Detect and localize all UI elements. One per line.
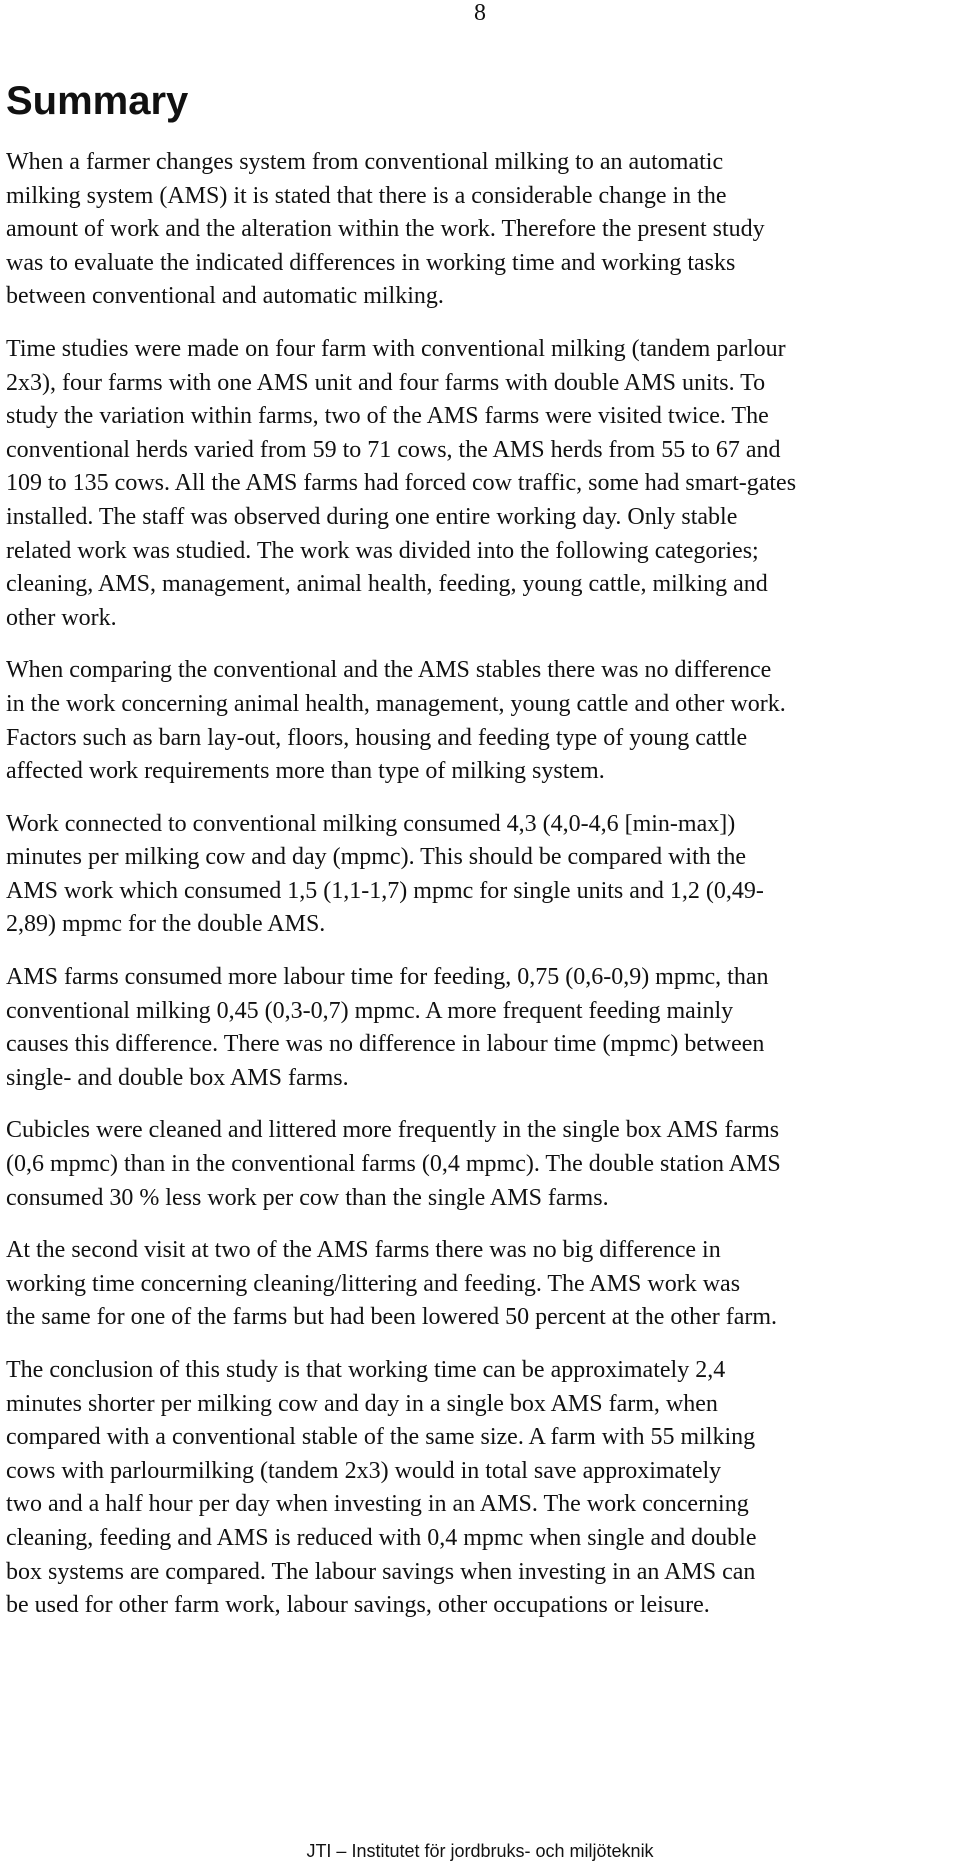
text-line: cleaning, feeding and AMS is reduced with 0,4 mpmc when single and double [6,1524,757,1551]
summary-body [6,146,951,1642]
text-line: amount of work and the alteration within the work. Therefore the present study [6,216,765,243]
text-line: consumed 30 % less work per cow than the single AMS farms. [6,1184,609,1211]
text-line: At the second visit at two of the AMS farms there was no big difference in [6,1237,721,1264]
text-line: single- and double box AMS farms. [6,1064,349,1091]
text-line: was to evaluate the indicated differences in working time and working tasks [6,249,736,276]
paragraph-1 [6,146,951,314]
text-line: related work was studied. The work was divided into the following categories; [6,537,759,564]
text-line: conventional milking 0,45 (0,3-0,7) mpmc. A more frequent feeding mainly [6,997,734,1024]
text-line: cows with parlourmilking (tandem 2x3) would in total save approximately [6,1457,722,1484]
text-line: AMS farms consumed more labour time for feeding, 0,75 (0,6-0,9) mpmc, than [6,964,769,991]
paragraph-6 [6,1114,951,1215]
text-line: the same for one of the farms but had been lowered 50 percent at the other farm. [6,1304,778,1331]
page-footer: JTI – Institutet för jordbruks- och miljöteknik [306,1841,654,1861]
text-line: two and a half hour per day when investing in an AMS. The work concerning [6,1491,749,1518]
paragraph-4 [6,808,951,942]
text-line: 2x3), four farms with one AMS unit and four farms with double AMS units. To [6,369,766,396]
text-line: minutes per milking cow and day (mpmc). This should be compared with the [6,844,747,871]
page-number: 8 [474,0,486,26]
text-line: causes this difference. There was no difference in labour time (mpmc) between [6,1031,765,1058]
text-line: AMS work which consumed 1,5 (1,1-1,7) mpmc for single units and 1,2 (0,49- [6,877,764,904]
text-line: Work connected to conventional milking consumed 4,3 (4,0-4,6 [min-max]) [6,810,736,837]
text-line: milking system (AMS) it is stated that there is a considerable change in the [6,182,727,209]
text-line: affected work requirements more than type of milking system. [6,758,605,785]
text-line: When comparing the conventional and the AMS stables there was no difference [6,657,772,684]
text-line: Cubicles were cleaned and littered more frequently in the single box AMS farms [6,1117,780,1144]
text-line: When a farmer changes system from conventional milking to an automatic [6,149,724,175]
paragraph-3 [6,654,951,788]
text-line: compared with a conventional stable of the same size. A farm with 55 milking [6,1424,756,1451]
text-line: cleaning, AMS, management, animal health, feeding, young cattle, milking and [6,571,768,598]
text-line: working time concerning cleaning/littering and feeding. The AMS work was [6,1270,741,1297]
paragraph-2 [6,333,951,635]
text-line: Time studies were made on four farm with conventional milking (tandem parlour [6,335,786,362]
text-line: installed. The staff was observed during one entire working day. Only stable [6,503,738,530]
text-line: in the work concerning animal health, management, young cattle and other work. [6,690,786,717]
paragraph-7 [6,1234,951,1335]
text-line: Factors such as barn lay-out, floors, housing and feeding type of young cattle [6,724,748,751]
text-line: be used for other farm work, labour savings, other occupations or leisure. [6,1592,710,1619]
text-line: other work. [6,604,117,631]
text-line: between conventional and automatic milking. [6,283,444,310]
text-line: minutes shorter per milking cow and day in a single box AMS farm, when [6,1390,718,1417]
text-line: study the variation within farms, two of the AMS farms were visited twice. The [6,403,769,430]
text-line: 109 to 135 cows. All the AMS farms had forced cow traffic, some had smart-gates [6,470,797,497]
text-line: 2,89) mpmc for the double AMS. [6,911,326,938]
paragraph-8 [6,1354,951,1623]
section-heading: Summary [6,79,189,123]
paragraph-5 [6,961,951,1095]
text-line: (0,6 mpmc) than in the conventional farms (0,4 mpmc). The double station AMS [6,1151,781,1178]
text-line: The conclusion of this study is that working time can be approximately 2,4 [6,1357,726,1383]
text-line: conventional herds varied from 59 to 71 cows, the AMS herds from 55 to 67 and [6,436,781,463]
text-line: box systems are compared. The labour savings when investing in an AMS can [6,1558,756,1585]
